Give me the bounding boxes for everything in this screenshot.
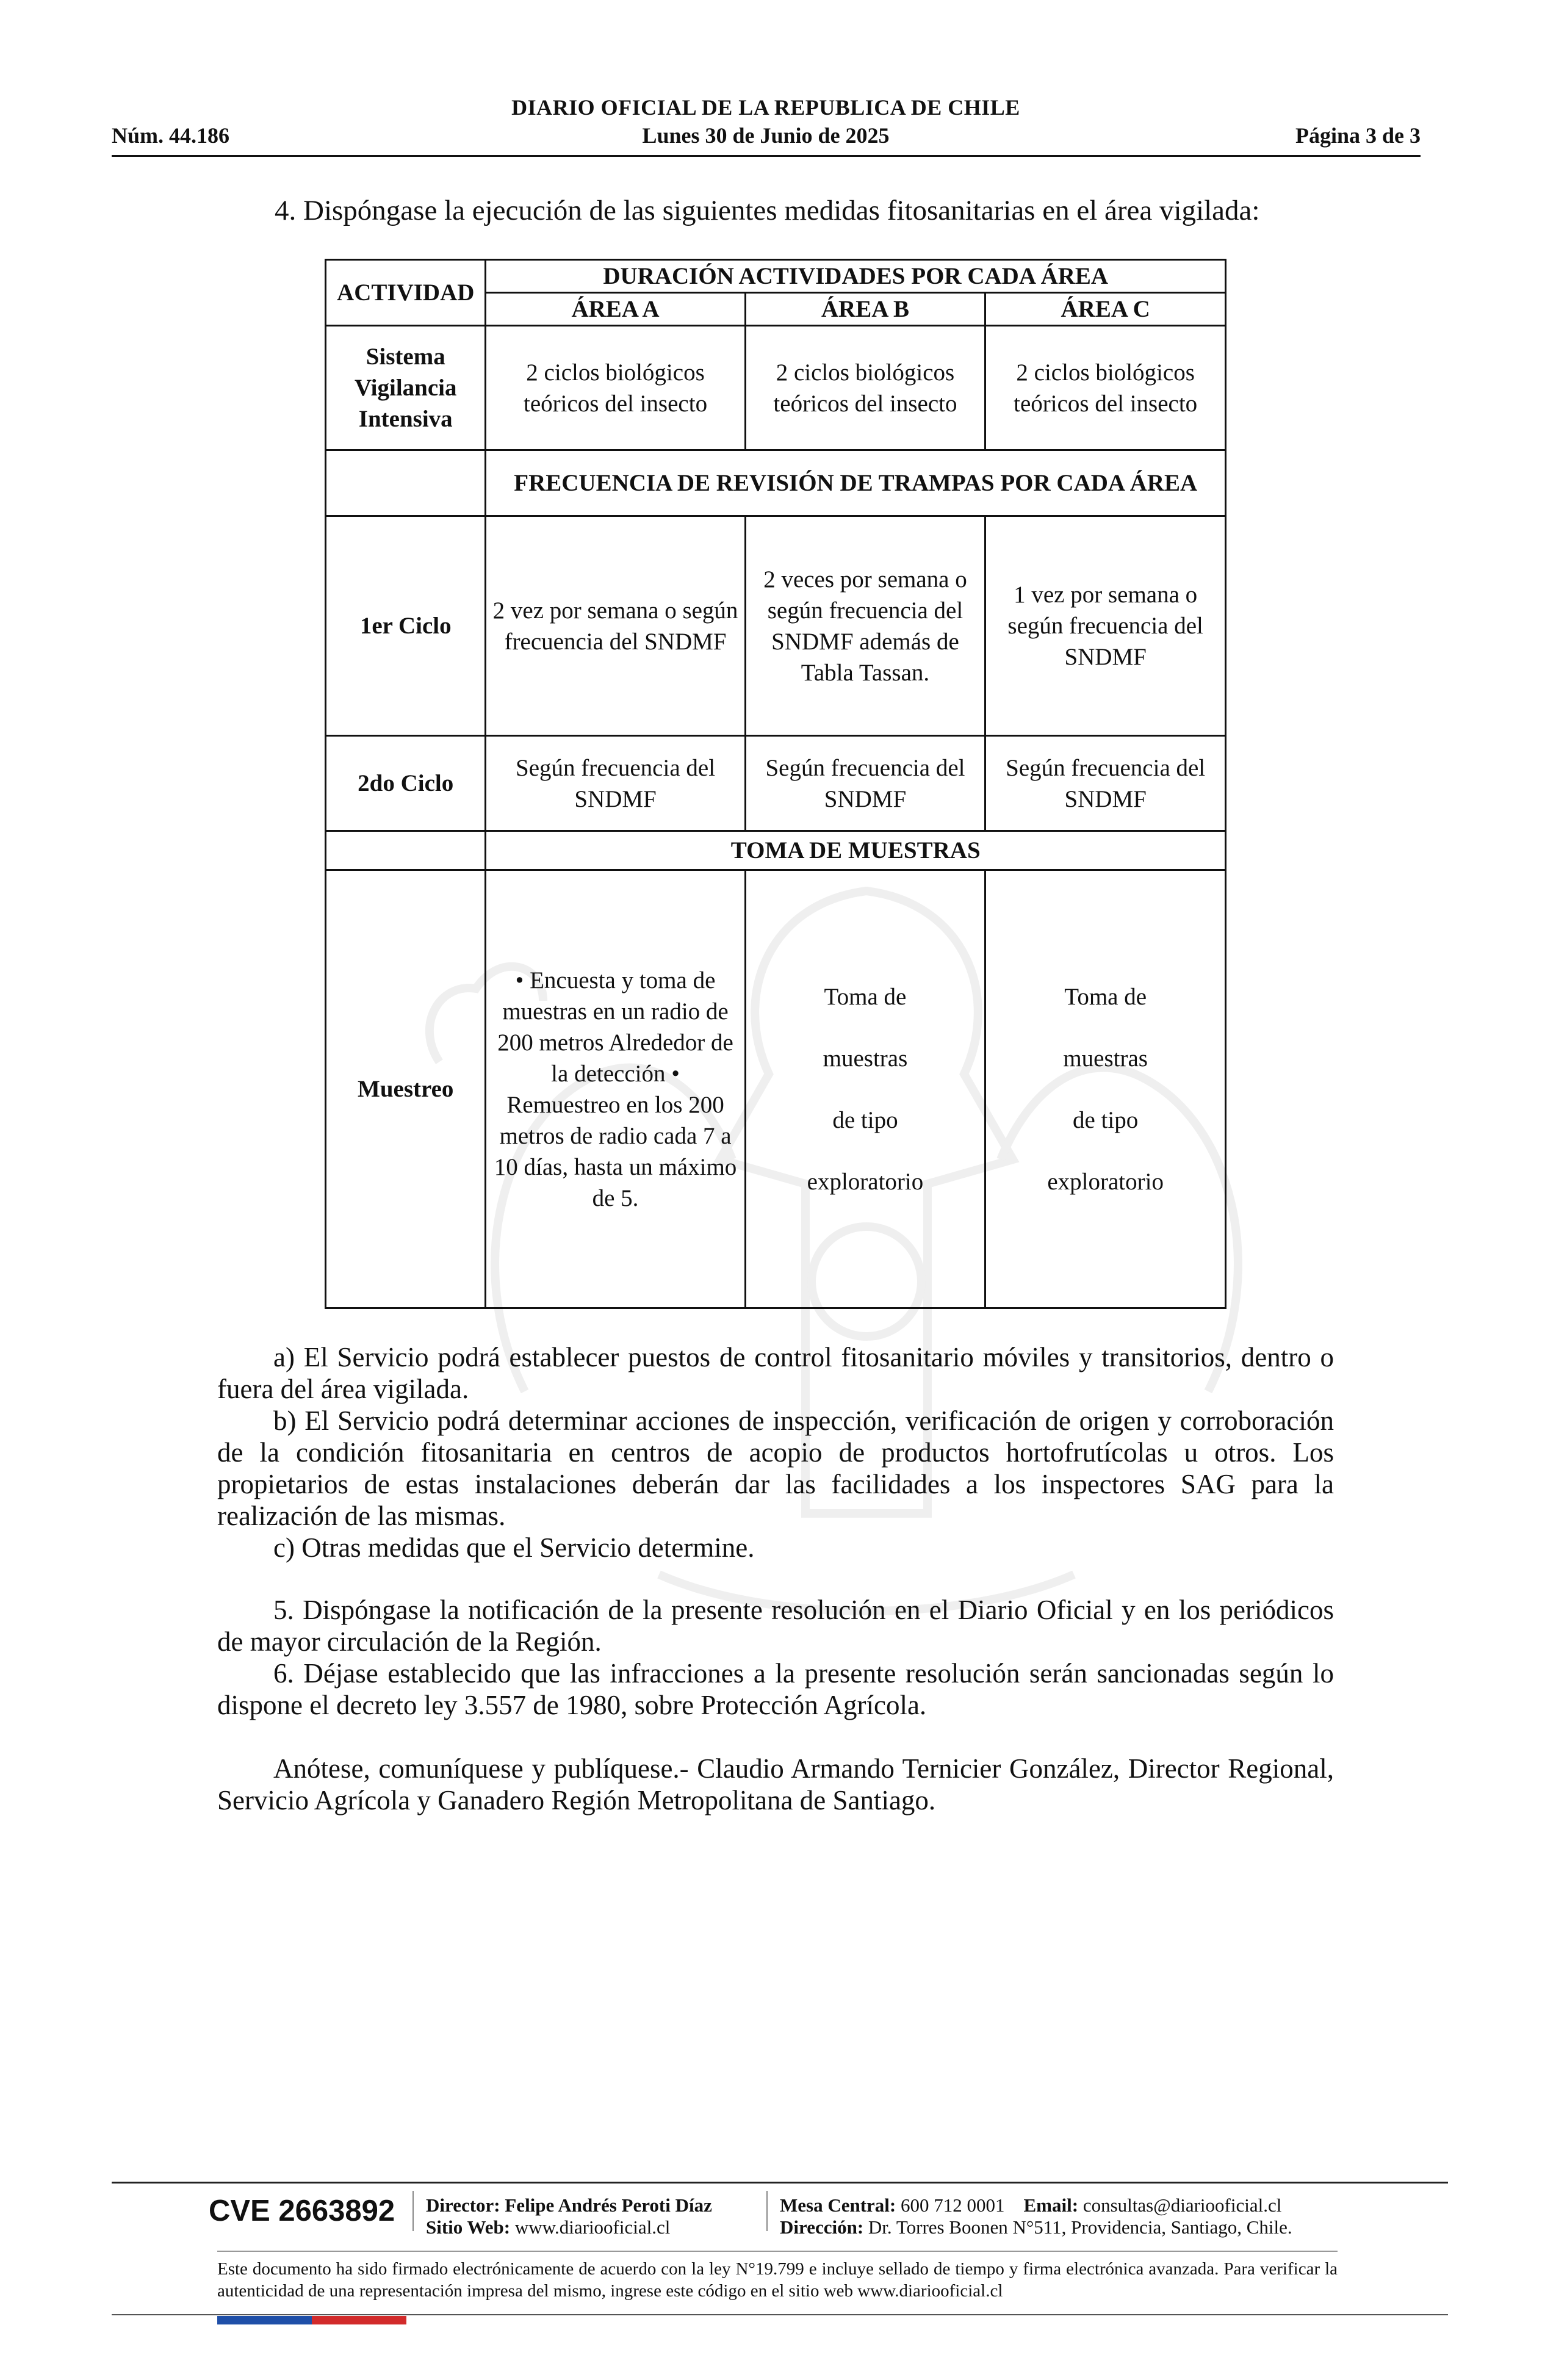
empty-cell xyxy=(326,450,486,516)
table-row xyxy=(326,326,1226,450)
paragraph-a: a) El Servicio podrá establecer puestos de control fitosanitario móviles y transitorios, dentro o fuera del área vigilada. xyxy=(217,1342,1334,1404)
footer-inner-divider xyxy=(217,2251,1338,2252)
closing-paragraph-block xyxy=(217,1753,1334,1816)
direccion-value: Dr. Torres Boonen N°511, Providencia, Santiago, Chile. xyxy=(868,2216,1292,2238)
ciclo1-area-a: 2 vez por semana o según frecuencia del SNDMF xyxy=(486,516,745,736)
paragraph-5: 5. Dispóngase la notificación de la presente resolución en el Diario Oficial y en los periódicos de mayor circulación de la Región. xyxy=(217,1595,1334,1657)
direccion-label: Dirección: xyxy=(780,2216,864,2238)
muestras-header-row xyxy=(326,831,1226,870)
footer-separator xyxy=(766,2191,768,2231)
area-b-header: ÁREA B xyxy=(745,293,985,326)
muestras-header: TOMA DE MUESTRAS xyxy=(486,831,1226,870)
row-label-ciclo2: 2do Ciclo xyxy=(326,736,486,831)
mesa-label: Mesa Central: xyxy=(780,2194,896,2216)
sistema-area-b: 2 ciclos biológicos teóricos del insecto xyxy=(745,326,985,450)
mesa-value: 600 712 0001 xyxy=(901,2194,1005,2216)
header-divider xyxy=(112,155,1421,157)
closing-paragraph: Anótese, comuníquese y publíquese.- Claudio Armando Ternicier González, Director Regional, Servicio Agrícola y Ganadero Región Metropolitana de Santiago. xyxy=(217,1753,1334,1816)
page-number: Página 3 de 3 xyxy=(1295,123,1421,148)
cve-code: CVE 2663892 xyxy=(209,2194,395,2227)
row-label-sistema: Sistema Vigilancia Intensiva xyxy=(326,326,486,450)
paragraph-6: 6. Déjase establecido que las infracciones a la presente resolución serán sancionadas según lo dispone el decreto ley 3.557 de 1980, sobre Protección Agrícola. xyxy=(217,1658,1334,1720)
ciclo2-area-c: Según frecuencia del SNDMF xyxy=(985,736,1226,831)
muestreo-c-line: Toma de xyxy=(1064,983,1147,1010)
muestreo-area-a: • Encuesta y toma de muestras en un radio de 200 metros Alrededor de la detección • Remuestreo en los 200 metros de radio cada 7 a 10 días, hasta un máximo de 5. xyxy=(486,870,745,1308)
measures-paragraphs xyxy=(217,1341,1334,1563)
duracion-header: DURACIÓN ACTIVIDADES POR CADA ÁREA xyxy=(486,260,1226,293)
sistema-area-a: 2 ciclos biológicos teóricos del insecto xyxy=(486,326,745,450)
resolution-paragraphs xyxy=(217,1594,1334,1721)
table-row xyxy=(326,870,1226,1308)
footer-divider xyxy=(112,2182,1448,2183)
muestreo-c-line: de tipo xyxy=(1073,1106,1139,1133)
muestreo-b-line: muestras xyxy=(823,1045,908,1072)
footer-separator xyxy=(412,2191,414,2231)
flag-blue-stripe xyxy=(217,2316,312,2324)
actividad-header: ACTIVIDAD xyxy=(326,260,486,326)
ciclo1-area-c: 1 vez por semana o según frecuencia del SNDMF xyxy=(985,516,1226,736)
web-link[interactable]: www.diariooficial.cl xyxy=(514,2216,671,2238)
area-c-header: ÁREA C xyxy=(985,293,1226,326)
sistema-area-c: 2 ciclos biológicos teóricos del insecto xyxy=(985,326,1226,450)
area-a-header: ÁREA A xyxy=(486,293,745,326)
flag-stripe xyxy=(217,2316,406,2324)
table-row xyxy=(326,736,1226,831)
muestreo-area-c xyxy=(985,870,1226,1308)
ciclo2-area-b: Según frecuencia del SNDMF xyxy=(745,736,985,831)
muestreo-c-line: muestras xyxy=(1063,1045,1148,1072)
web-label: Sitio Web: xyxy=(426,2216,511,2238)
row-label-muestreo: Muestreo xyxy=(326,870,486,1308)
director-name: Felipe Andrés Peroti Díaz xyxy=(505,2194,712,2216)
email-link[interactable]: consultas@diariooficial.cl xyxy=(1082,2194,1282,2216)
electronic-signature-note: Este documento ha sido firmado electrónicamente de acuerdo con la ley N°19.799 e incluye sellado de tiempo y firma electrónica avanzada. Para verificar la autenticidad de una representación impresa del mismo, ingrese este código en el sitio web www.diariooficial.cl xyxy=(217,2259,1338,2301)
muestreo-b-line: Toma de xyxy=(824,983,907,1010)
director-label: Director: xyxy=(426,2194,500,2216)
row-label-ciclo1: 1er Ciclo xyxy=(326,516,486,736)
footer-contact-block xyxy=(780,2194,1292,2238)
muestreo-b-line: exploratorio xyxy=(807,1168,924,1195)
email-label: Email: xyxy=(1023,2194,1079,2216)
issue-date: Lunes 30 de Junio de 2025 xyxy=(642,123,890,148)
ciclo2-area-a: Según frecuencia del SNDMF xyxy=(486,736,745,831)
measures-intro: 4. Dispóngase la ejecución de las siguientes medidas fitosanitarias en el área vigilada: xyxy=(275,195,1260,226)
ciclo1-area-b: 2 veces por semana o según frecuencia del SNDMF además de Tabla Tassan. xyxy=(745,516,985,736)
muestreo-area-b xyxy=(745,870,985,1308)
frecuencia-header-row xyxy=(326,450,1226,516)
empty-cell xyxy=(326,831,486,870)
footer-bottom-divider xyxy=(112,2314,1448,2315)
table-row xyxy=(326,516,1226,736)
paragraph-c: c) Otras medidas que el Servicio determine. xyxy=(273,1532,755,1563)
flag-red-stripe xyxy=(312,2316,406,2324)
muestreo-b-line: de tipo xyxy=(832,1106,898,1133)
muestreo-c-line: exploratorio xyxy=(1047,1168,1164,1195)
frecuencia-header: FRECUENCIA DE REVISIÓN DE TRAMPAS POR CADA ÁREA xyxy=(486,450,1226,516)
phytosanitary-measures-table xyxy=(325,259,1226,1309)
newspaper-title: DIARIO OFICIAL DE LA REPUBLICA DE CHILE xyxy=(511,95,1020,120)
issue-number: Núm. 44.186 xyxy=(112,123,230,148)
paragraph-b: b) El Servicio podrá determinar acciones de inspección, verificación de origen y corroboración de la condición fitosanitaria en centros de acopio de productos hortofrutícolas u otros. Los propietarios de estas instalaciones deberán dar las facilidades a los inspectores SAG para la realización de las mismas. xyxy=(217,1405,1334,1531)
table-header-row xyxy=(326,260,1226,293)
footer-director-block xyxy=(426,2194,712,2238)
